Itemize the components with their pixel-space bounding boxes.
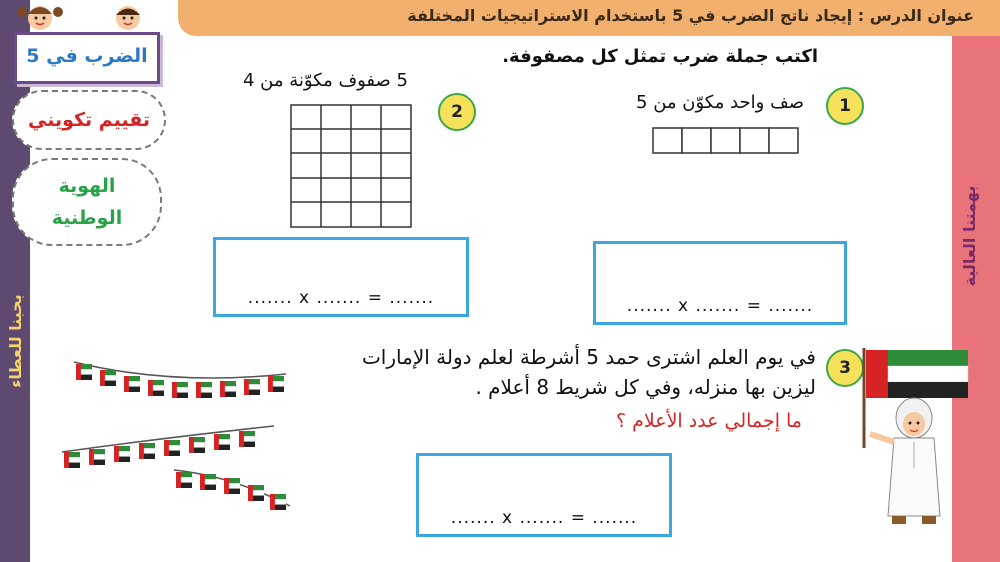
question-2-badge: 2 — [438, 93, 476, 131]
formative-assessment-cloud — [12, 90, 166, 150]
left-band-slogan: بحبنا للعطاء — [6, 294, 25, 388]
right-band-slogan: بهمتنا العالية — [960, 185, 979, 287]
answer-1-template[interactable]: ....... x ....... = ....... — [626, 296, 814, 316]
question-1-badge: 1 — [826, 87, 864, 125]
answer-box-2[interactable] — [213, 237, 469, 317]
topic-label: الضرب في 5 — [26, 45, 148, 67]
identity-line-1: الهوية — [58, 175, 116, 197]
instruction-text: اكتب جملة ضرب تمثل كل مصفوفة. — [502, 46, 818, 67]
national-identity-cloud — [12, 158, 162, 246]
flag-garlands-illustration — [62, 346, 302, 516]
identity-line-2: الوطنية — [51, 207, 123, 229]
answer-3-template[interactable]: ....... x ....... = ....... — [450, 508, 638, 528]
question-1-label: صف واحد مكوّن من 5 — [636, 92, 804, 113]
boy-with-flag-illustration — [856, 338, 976, 528]
lesson-title-bar — [178, 0, 1000, 36]
array-cell — [769, 128, 798, 153]
array-cell — [740, 128, 769, 153]
array-cell — [711, 128, 740, 153]
answer-box-1[interactable] — [593, 241, 847, 325]
array-cell — [682, 128, 711, 153]
answer-box-3[interactable] — [416, 453, 672, 537]
array-cell — [653, 128, 682, 153]
answer-2-template[interactable]: ....... x ....... = ....... — [247, 288, 435, 308]
topic-box — [14, 32, 160, 84]
question-3-badge: 3 — [826, 349, 864, 387]
lesson-title: عنوان الدرس : إيجاد ناتج الضرب في 5 باستخدام الاستراتيجيات المختلفة — [407, 6, 974, 25]
question-3-prompt: ما إجمالي عدد الأعلام ؟ — [616, 410, 802, 432]
kids-illustration — [10, 2, 160, 32]
question-2-label: 5 صفوف مكوّنة من 4 — [242, 70, 408, 91]
array-5x4 — [290, 104, 412, 228]
question-3-text: في يوم العلم اشترى حمد 5 أشرطة لعلم دولة الإمارات ليزين بها منزله، وفي كل شريط 8 أعلام . — [361, 345, 816, 399]
array-1x5 — [652, 127, 800, 155]
assessment-label: تقييم تكويني — [27, 109, 151, 131]
